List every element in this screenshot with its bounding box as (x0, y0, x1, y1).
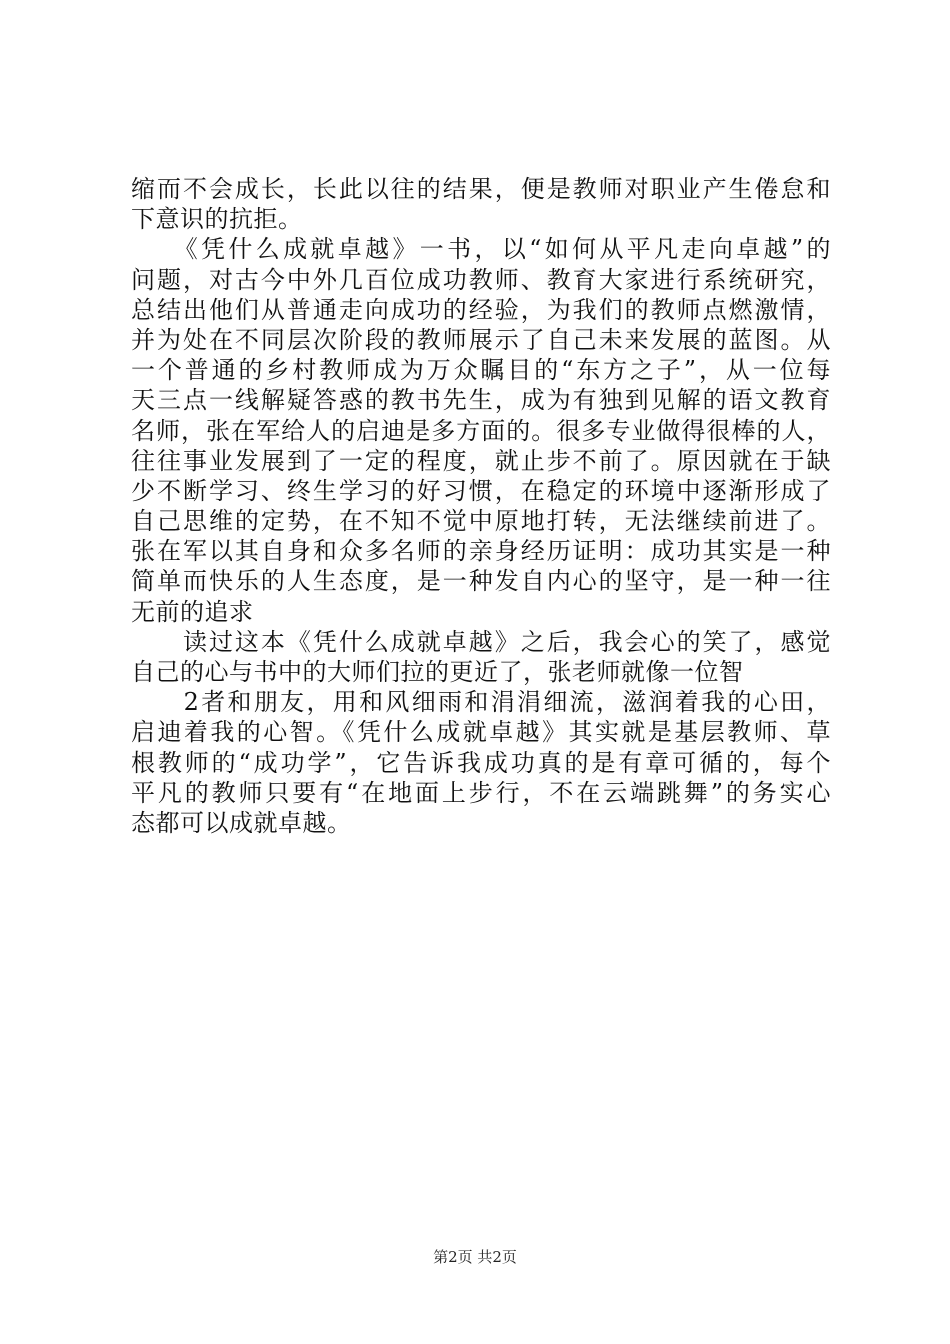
text-line: 读过这本《凭什么成就卓越》之后，我会心的笑了，感觉 (131, 627, 831, 656)
text-line: 无前的追求 (131, 597, 254, 626)
text-line: 简单而快乐的人生态度，是一种发自内心的坚守，是一种一往 (131, 567, 831, 596)
text-line: 2者和朋友，用和风细雨和涓涓细流，滋润着我的心田， (131, 688, 831, 717)
text-line: 并为处在不同层次阶段的教师展示了自己未来发展的蓝图。从 (131, 325, 831, 354)
text-line: 往往事业发展到了一定的程度，就止步不前了。原因就在于缺 (131, 446, 831, 475)
text-line: 问题，对古今中外几百位成功教师、教育大家进行系统研究， (131, 265, 831, 294)
text-line: 启迪着我的心智。《凭什么成就卓越》其实就是基层教师、草 (131, 718, 831, 747)
text-line: 平凡的教师只要有“在地面上步行，不在云端跳舞”的务实心 (131, 778, 831, 807)
text-line: 自己的心与书中的大师们拉的更近了，张老师就像一位智 (131, 658, 744, 686)
body-text (131, 174, 831, 838)
text-line: 一个普通的乡村教师成为万众瞩目的“东方之子”，从一位每 (131, 356, 831, 385)
text-line: 少不断学习、终生学习的好习惯，在稳定的环境中逐渐形成了 (131, 476, 831, 505)
text-line: 下意识的抗拒。 (131, 205, 303, 234)
text-line: 态都可以成就卓越。 (131, 808, 352, 837)
text-line: 缩而不会成长，长此以往的结果，便是教师对职业产生倦怠和 (131, 175, 831, 203)
text-line: 总结出他们从普通走向成功的经验，为我们的教师点燃激情， (131, 295, 831, 324)
text-line: 名师，张在军给人的启迪是多方面的。很多专业做得很棒的人， (131, 416, 831, 445)
text-line: 自己思维的定势，在不知不觉中原地打转，无法继续前进了。 (131, 507, 831, 536)
page-footer: 第2页 共2页 (433, 1248, 517, 1266)
text-line: 根教师的“成功学”，它告诉我成功真的是有章可循的，每个 (131, 748, 831, 777)
text-line: 《凭什么成就卓越》一书，以“如何从平凡走向卓越”的 (131, 235, 831, 264)
text-line: 张在军以其自身和众多名师的亲身经历证明：成功其实是一种 (131, 537, 831, 566)
text-line: 天三点一线解疑答惑的教书先生，成为有独到见解的语文教育 (131, 386, 831, 415)
